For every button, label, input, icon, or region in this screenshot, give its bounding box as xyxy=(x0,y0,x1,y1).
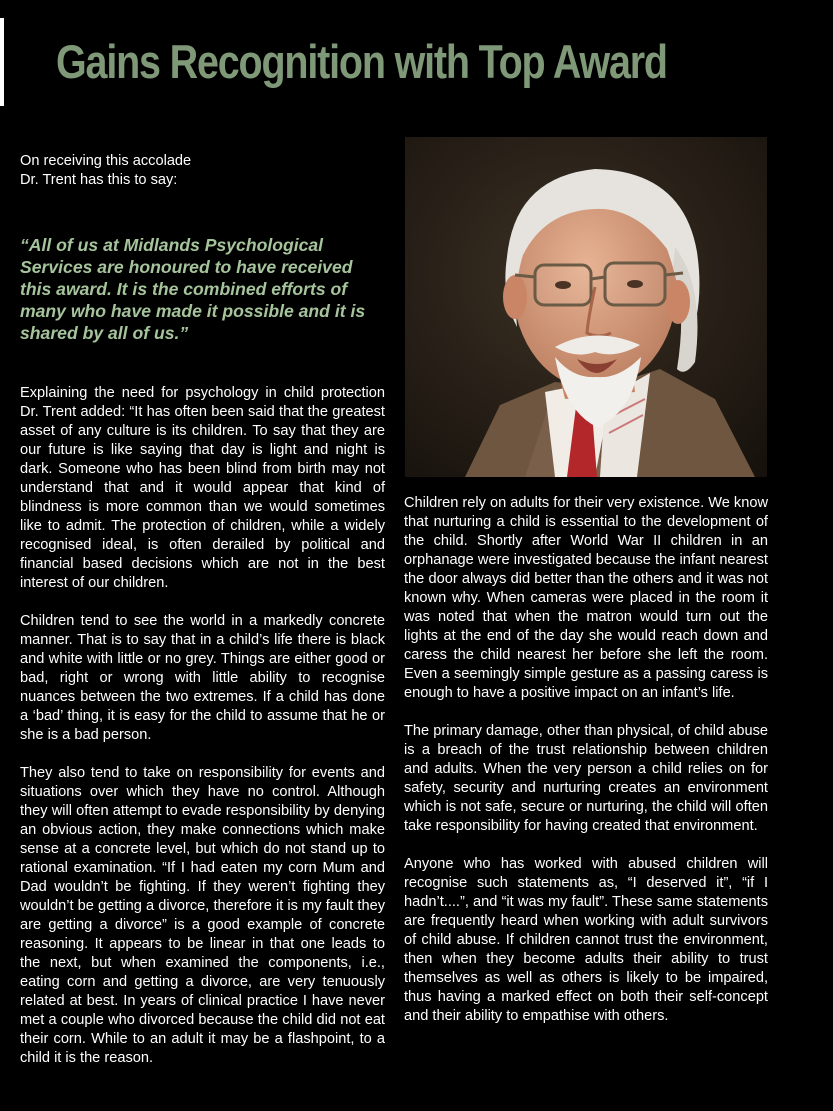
right-paragraph-2: The primary damage, other than physical, of child abuse is a breach of the trust relationship between children and adults. When the very person a child relies on for safety, security and nurturing creates an environment which is not safe, secure or nurturing, the child will often take responsibility for having created that environment. xyxy=(404,723,768,834)
right-column xyxy=(404,494,768,1045)
decorative-vertical-rule xyxy=(0,18,4,106)
article-title: Gains Recognition with Top Award xyxy=(56,35,667,88)
left-paragraph-1: Explaining the need for psychology in child protection Dr. Trent added: “It has often been said that the greatest asset of any culture is its children. To say that they are our future is like saying that day is light and night is dark. Someone who has been blind from birth may not understand that and it would appear that kind of blindness is more common than we would sometimes like to admit. The protection of children, while a widely recognised ideal, is often derailed by political and financial based decisions which are not in the best interest of our children. xyxy=(20,385,385,591)
intro-line-2: Dr. Trent has this to say: xyxy=(20,172,178,188)
portrait-photo xyxy=(405,137,767,477)
left-paragraph-2: Children tend to see the world in a markedly concrete manner. That is to say that in a child’s life there is black and white with little or no grey. Things are either good or bad, right or wrong with little ability to recognise nuances between the two extremes. If a child has done a ‘bad’ thing, it is easy for the child to assume that he or she is a bad person. xyxy=(20,613,385,743)
pull-quote: “All of us at Midlands Psychological Services are honoured to have received this award. It is the combined efforts of many who have made it possible and it is shared by all of us.” xyxy=(20,235,366,343)
portrait-illustration xyxy=(405,137,767,477)
right-paragraph-1: Children rely on adults for their very existence. We know that nurturing a child is essential to the development of the child. Shortly after World War II children in an orphanage were investigated because the infant nearest the door always did better than the others and it was not known why. When cameras were placed in the room it was noted that when the matron would turn out the lights at the end of the day she would reach down and caress the child nearest her before she left the room. Even a seemingly simple gesture as a passing caress is enough to have a positive impact on an infant’s life. xyxy=(404,495,768,701)
left-paragraph-3: They also tend to take on responsibility for events and situations over which they have no control. Although they will often attempt to evade responsibility by denying an obvious action, they make connections which make sense at a concrete level, but which do not stand up to rational examination. “If I had eaten my corn Mum and Dad wouldn’t be fighting. If they weren’t fighting they wouldn’t be getting a divorce, therefore it is my fault they are getting a divorce” is a good example of concrete reasoning. It appears to be linear in that one leads to the next, but when examined the components, i.e., eating corn and getting a divorce, are very tenuously related at best. In years of clinical practice I have never met a couple who divorced because the child did not eat their corn. While to an adult it may be a flashpoint, to a child it is the reason. xyxy=(20,765,385,1066)
intro-line-1: On receiving this accolade xyxy=(20,153,192,169)
right-paragraph-3: Anyone who has worked with abused children will recognise such statements as, “I deserved it”, “if I hadn’t....”, and “it was my fault”. These same statements are frequently heard when working with adult survivors of child abuse. If children cannot trust the environment, then when they become adults their ability to trust themselves as well as others is likely to be impaired, thus having a marked effect on both their self-concept and their ability to empathise with others. xyxy=(404,856,768,1024)
left-column xyxy=(20,152,385,1087)
intro-text xyxy=(20,152,385,190)
